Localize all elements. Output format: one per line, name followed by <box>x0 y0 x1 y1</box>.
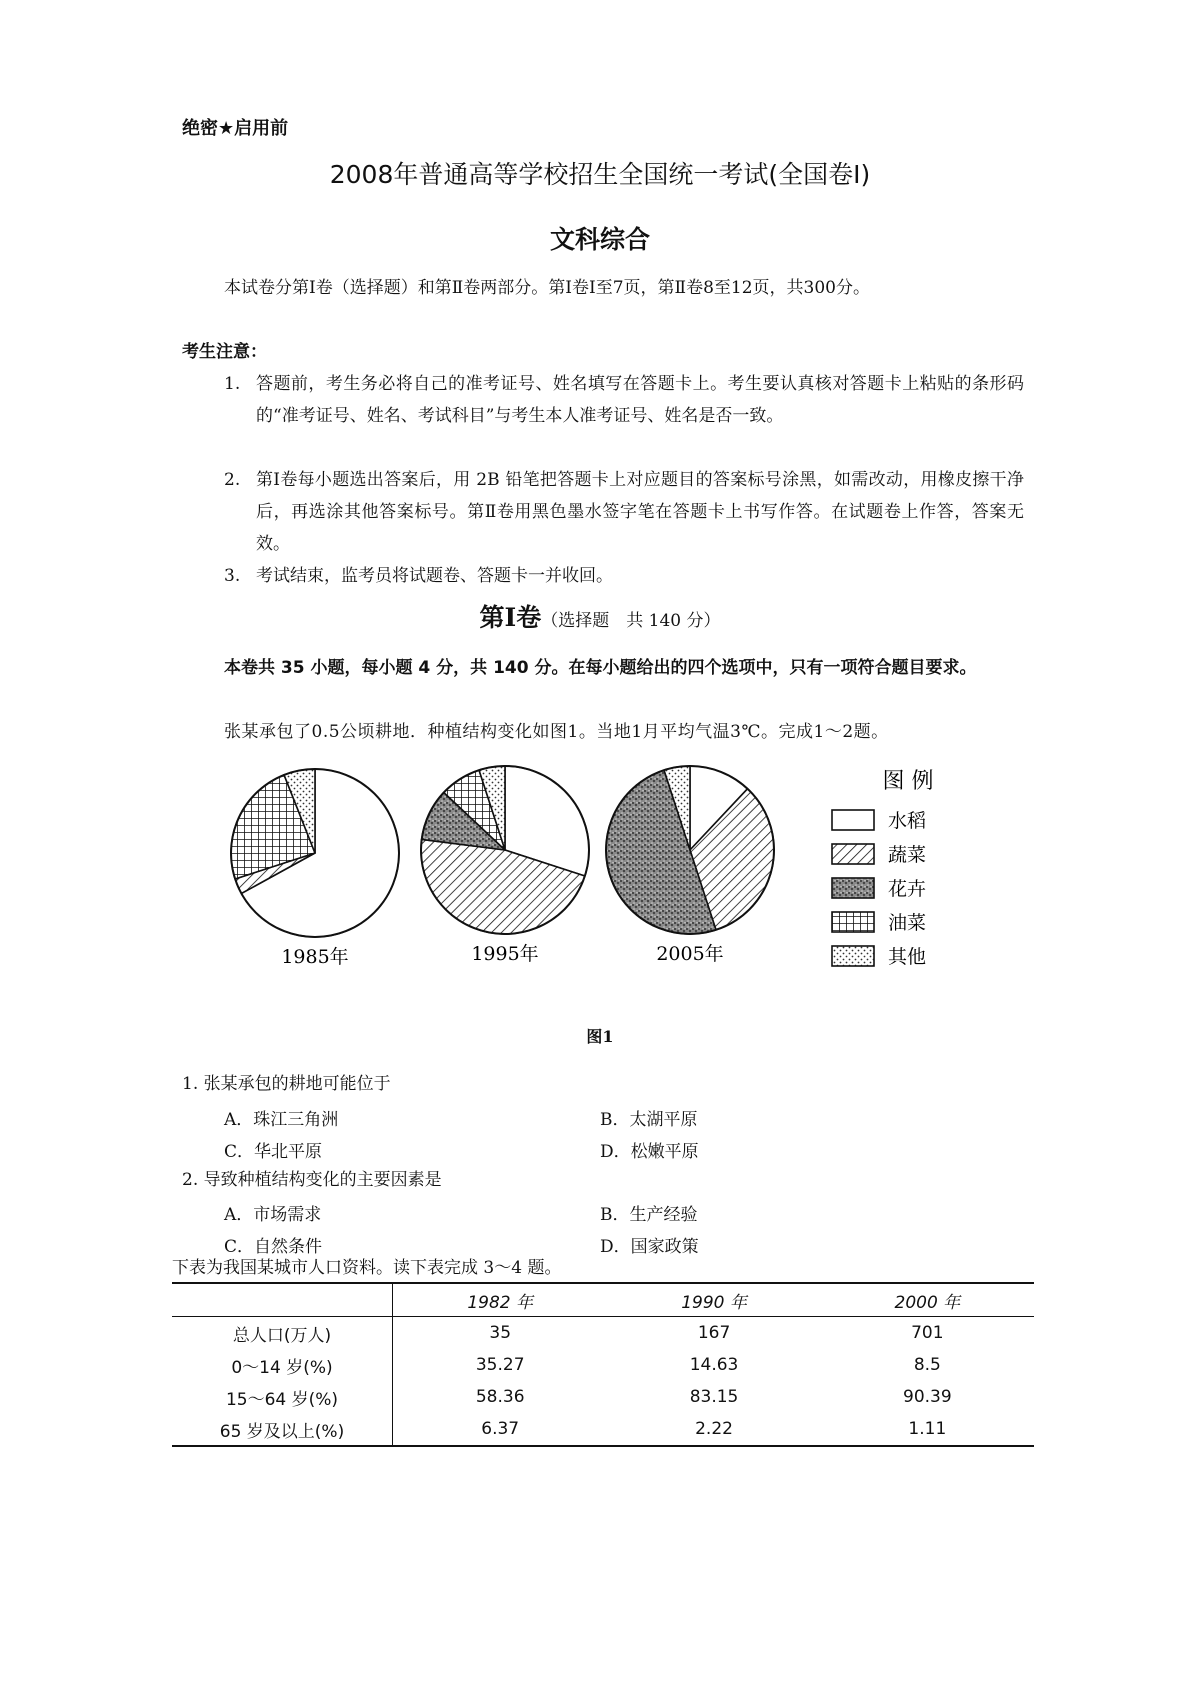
table-cell: 8.5 <box>913 1355 941 1375</box>
legend-title: 图 例 <box>882 769 934 794</box>
table-cell: 14.63 <box>689 1355 739 1375</box>
table-cell: 701 <box>911 1323 944 1343</box>
legend-label-vegetables: 蔬菜 <box>888 844 927 866</box>
option-a[interactable]: A．珠江三角洲 <box>224 1110 339 1130</box>
question-lead: 张某承包了0.5公顷耕地．种植结构变化如图1。当地1月平均气温3℃。完成1～2题。 <box>224 722 889 742</box>
legend-swatch-rice <box>832 810 874 830</box>
table-header-cell: 2000 年 <box>821 1283 1034 1317</box>
table-row-label: 15～64 岁(%) <box>172 1381 393 1413</box>
table-row-label: 0～14 岁(%) <box>172 1349 393 1381</box>
table-cell: 6.37 <box>481 1419 520 1439</box>
option-c[interactable]: C．华北平原 <box>224 1142 323 1162</box>
legend-label-rapeseed: 油菜 <box>888 912 927 934</box>
table-cell: 167 <box>697 1323 731 1343</box>
table-cell: 83.15 <box>689 1387 739 1407</box>
table-row-label: 总人口(万人) <box>172 1317 393 1350</box>
table-header-cell: 1982 年 <box>393 1283 608 1317</box>
table-row <box>172 1317 1034 1350</box>
legend-swatch-rapeseed <box>832 912 874 932</box>
pie-year-label: 1995年 <box>471 943 539 965</box>
table-header-cell: 1990 年 <box>607 1283 820 1317</box>
table-cell: 35.27 <box>475 1355 525 1375</box>
option-a[interactable]: A．市场需求 <box>224 1205 322 1225</box>
question-number: 2. <box>182 1170 199 1190</box>
section-title: 第Ⅰ卷 <box>479 603 542 632</box>
table-row <box>172 1381 1034 1413</box>
legend <box>832 769 934 968</box>
section-instruction: 本卷共 35 小题，每小题 4 分，共 140 分。在每小题给出的四个选项中，只有一项符合题目要求。 <box>224 658 977 678</box>
option-b[interactable]: B．生产经验 <box>600 1205 698 1225</box>
pies-layer <box>231 766 774 968</box>
table-cell: 2.22 <box>695 1419 733 1439</box>
pie-year-label: 2005年 <box>656 943 724 965</box>
table-row <box>172 1413 1034 1446</box>
table-header-row <box>172 1283 1034 1317</box>
secret-label: 绝密★启用前 <box>182 118 289 139</box>
exam-title: 2008年普通高等学校招生全国统一考试(全国卷Ⅰ) <box>329 160 871 189</box>
notice-item-text: 第Ⅰ卷每小题选出答案后，用 2B 铅笔把答题卡上对应题目的答案标号涂黑，如需改动，用橡皮擦干净后，再选涂其他答案标号。第Ⅱ卷用黑色墨水签字笔在答题卡上书写作答。在试题卷上作答，答案无效。 <box>256 470 1024 554</box>
population-table <box>172 1282 1034 1447</box>
option-c[interactable]: C．自然条件 <box>224 1237 323 1257</box>
question-number: 1. <box>182 1074 199 1094</box>
table-cell: 58.36 <box>475 1387 525 1407</box>
option-b[interactable]: B．太湖平原 <box>600 1110 698 1130</box>
notice-item <box>224 560 1024 592</box>
exam-subtitle: 文科综合 <box>549 225 650 254</box>
notice-item-text: 答题前，考生务必将自己的准考证号、姓名填写在答题卡上。考生要认真核对答题卡上粘贴的条形码的“准考证号、姓名、考试科目”与考生本人准考证号、姓名是否一致。 <box>256 374 1024 426</box>
table-row-label: 65 岁及以上(%) <box>172 1413 393 1446</box>
question-1 <box>182 1068 391 1100</box>
question-stem: 导致种植结构变化的主要因素是 <box>203 1170 442 1190</box>
table-cell: 35 <box>489 1323 512 1343</box>
table-lead: 下表为我国某城市人口资料。读下表完成 3～4 题。 <box>172 1258 562 1278</box>
notice-item-number: 1. <box>224 374 241 394</box>
notice-heading: 考生注意： <box>182 342 267 362</box>
pie-charts-figure <box>230 748 970 1018</box>
figure-caption: 图1 <box>586 1027 614 1046</box>
legend-swatch-flowers <box>832 878 874 898</box>
intro-paragraph: 本试卷分第Ⅰ卷（选择题）和第Ⅱ卷两部分。第Ⅰ卷Ⅰ至7页，第Ⅱ卷8至12页，共300分。 <box>224 278 870 298</box>
notice-item <box>224 464 1024 560</box>
legend-label-other: 其他 <box>888 946 927 968</box>
pie-year-label: 1985年 <box>281 946 349 968</box>
notice-item-text: 考试结束，监考员将试题卷、答题卡一并收回。 <box>256 566 613 586</box>
option-d[interactable]: D．国家政策 <box>600 1237 699 1257</box>
legend-label-flowers: 花卉 <box>888 878 927 900</box>
legend-swatch-vegetables <box>832 844 874 864</box>
table-cell: 90.39 <box>903 1387 952 1407</box>
question-stem: 张某承包的耕地可能位于 <box>203 1074 391 1094</box>
table-header-cell <box>172 1283 393 1317</box>
option-d[interactable]: D．松嫩平原 <box>600 1142 699 1162</box>
table-row <box>172 1349 1034 1381</box>
notice-item <box>224 368 1024 432</box>
legend-swatch-other <box>832 946 874 966</box>
section-note: （选择题 共 140 分） <box>541 611 721 631</box>
notice-item-number: 3. <box>224 566 241 586</box>
legend-label-rice: 水稻 <box>888 810 927 832</box>
notice-item-number: 2. <box>224 470 241 490</box>
question-2 <box>182 1164 442 1196</box>
section-heading <box>0 598 1200 634</box>
table-cell: 1.11 <box>908 1419 947 1439</box>
